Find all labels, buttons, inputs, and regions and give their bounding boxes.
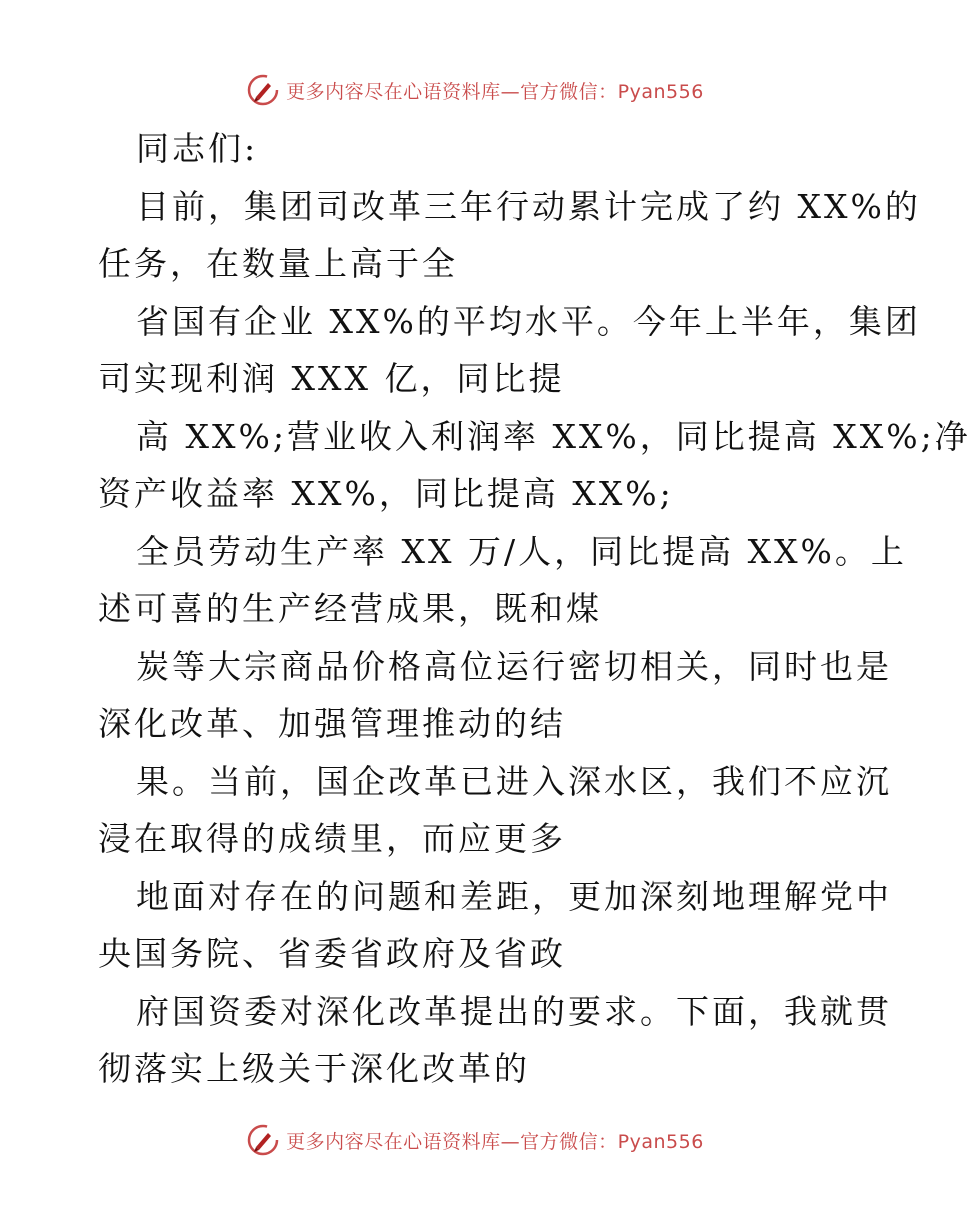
body-line: 高 XX%;营业收入利润率 XX%，同比提高 XX%;净 [136,416,971,456]
body-line: 地面对存在的问题和差距，更加深刻地理解党中 [136,876,892,916]
footer-watermark [0,1120,950,1160]
body-line: 任务，在数量上高于全 [98,244,458,283]
body-line: 彻落实上级关于深化改革的 [98,1049,530,1088]
body-line: 浸在取得的成绩里，而应更多 [98,819,566,858]
pen-logo-icon [246,73,280,107]
body-line: 目前，集团司改革三年行动累计完成了约 XX%的 [136,186,921,226]
document-body [98,120,971,1098]
header-watermark [0,70,950,110]
body-line: 资产收益率 XX%，同比提高 XX%; [98,474,674,513]
body-line: 央国务院、省委省政府及省政 [98,934,566,973]
footer-watermark-text: 更多内容尽在心语资料库—官方微信：Pyan556 [286,1130,704,1153]
body-line: 果。当前，国企改革已进入深水区，我们不应沉 [136,761,892,801]
body-line: 述可喜的生产经营成果，既和煤 [98,589,602,628]
body-line: 司实现利润 XXX 亿，同比提 [98,359,565,398]
header-watermark-text: 更多内容尽在心语资料库—官方微信：Pyan556 [286,80,704,103]
body-line: 全员劳动生产率 XX 万/人，同比提高 XX%。上 [136,531,907,571]
body-line: 炭等大宗商品价格高位运行密切相关，同时也是 [136,646,892,686]
body-line: 同志们: [136,129,259,168]
body-line: 深化改革、加强管理推动的结 [98,704,566,743]
body-line: 府国资委对深化改革提出的要求。下面，我就贯 [136,991,892,1031]
pen-logo-icon [246,1123,280,1157]
body-line: 省国有企业 XX%的平均水平。今年上半年，集团 [136,301,921,341]
